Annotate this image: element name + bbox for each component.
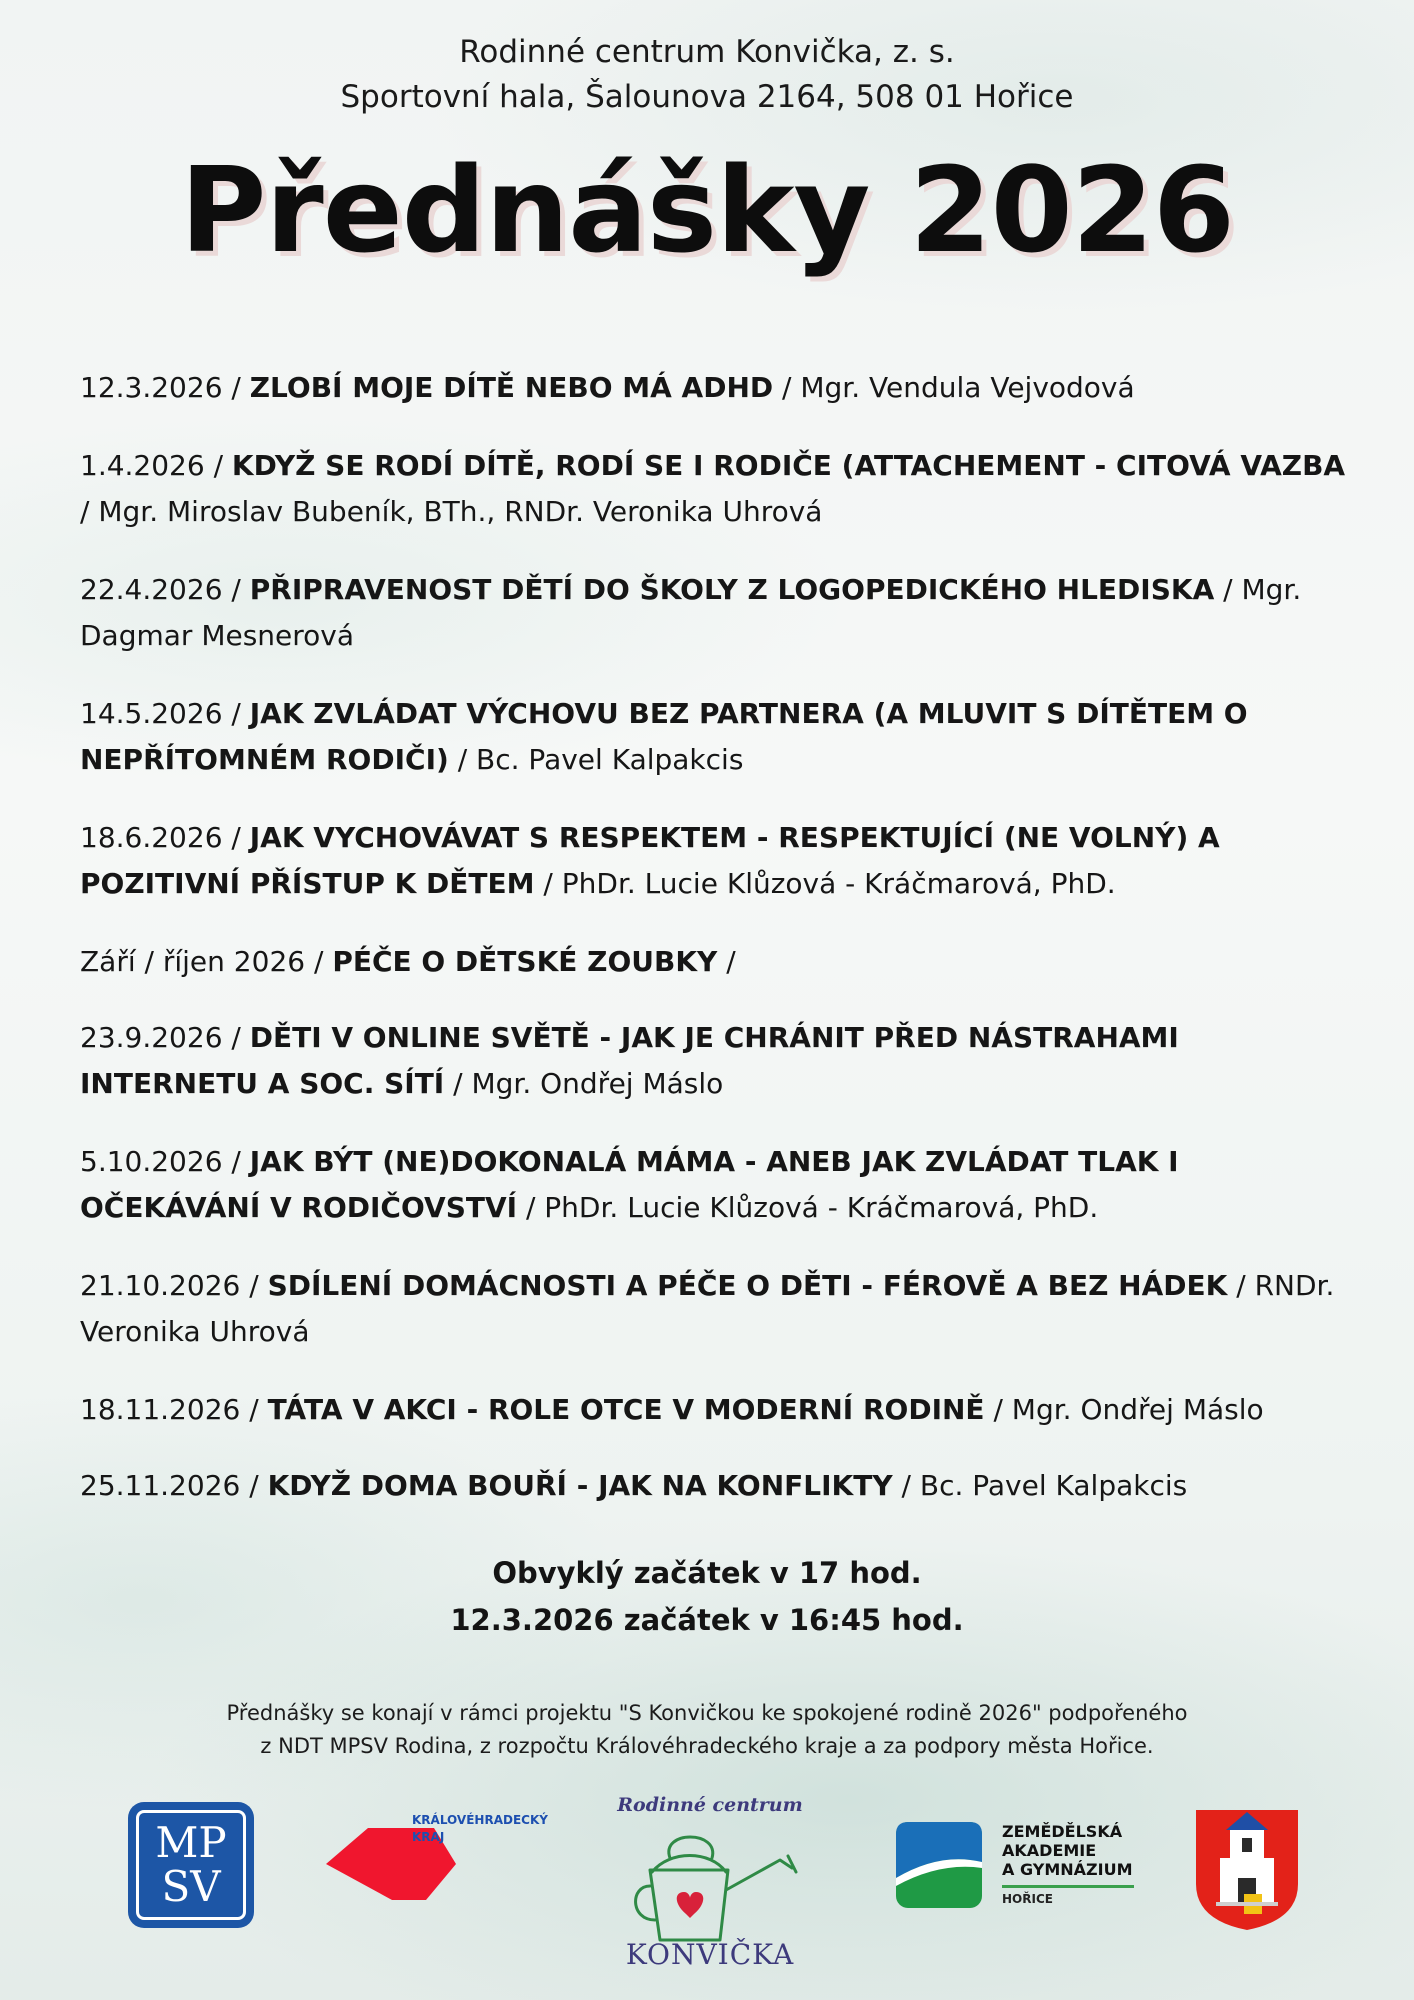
horice-coat-of-arms-icon [1194,1808,1300,1932]
mpsv-logo-text: SV [161,1862,221,1911]
zemedelska-akademie-logo [896,1822,1146,1912]
konvicka-logo [600,1790,820,1980]
lecture-speaker: / [717,945,736,978]
lecture-date: 12.3.2026 / [80,371,250,404]
lecture-date: 18.11.2026 / [80,1393,268,1426]
usual-start-time: Obvyklý začátek v 17 hod. [492,1556,922,1590]
zag-logo-city: HOŘICE [1002,1892,1053,1906]
lecture-speaker: / RNDr. Veronika Uhrová [80,1269,1335,1348]
kralovehradecky-kraj-logo [322,1812,562,1912]
konvicka-logo-top: Rodinné centrum [617,1794,803,1816]
lecture-topic: SDÍLENÍ DOMÁCNOSTI A PÉČE O DĚTI - FÉROVĚ A BEZ HÁDEK [267,1269,1228,1302]
lecture-item [80,567,1350,659]
lecture-speaker: / Mgr. Ondřej Máslo [984,1393,1264,1426]
partner-logos [0,1790,1414,1980]
lecture-topic: DĚTI V ONLINE SVĚTĚ - JAK JE CHRÁNIT PŘED NÁSTRAHAMI INTERNETU A SOC. SÍTÍ [80,1021,1179,1100]
lecture-item [80,365,1350,411]
lecture-date: 21.10.2026 / [80,1269,268,1302]
lecture-date: 18.6.2026 / [80,821,250,854]
horice-coat-of-arms-icon [1194,1808,1300,1932]
zag-logo-line: ZEMĚDĚLSKÁ [1002,1822,1123,1841]
lecture-topic: KDYŽ DOMA BOUŘÍ - JAK NA KONFLIKTY [267,1469,893,1502]
lecture-date: Září / říjen 2026 / [80,945,333,978]
lecture-topic: JAK ZVLÁDAT VÝCHOVU BEZ PARTNERA (A MLUVIT S DÍTĚTEM O NEPŘÍTOMNÉM RODIČI) [80,697,1248,776]
lecture-speaker: / Mgr. Ondřej Máslo [444,1067,724,1100]
lecture-item [80,443,1350,535]
funding-line: Přednášky se konají v rámci projektu "S Konvičkou ke spokojené rodině 2026" podpořeného [226,1701,1188,1725]
page-title: Přednášky 2026 [180,141,1234,279]
lecture-topic: PÉČE O DĚTSKÉ ZOUBKY [332,945,718,978]
lecture-topic: JAK VYCHOVÁVAT S RESPEKTEM - RESPEKTUJÍCÍ (NE VOLNÝ) A POZITIVNÍ PŘÍSTUP K DĚTEM [80,821,1220,900]
zag-logo-divider [1002,1885,1134,1888]
lecture-item [80,815,1350,907]
lecture-speaker: / PhDr. Lucie Klůzová - Kráčmarová, PhD. [517,1191,1099,1224]
zag-logo-line: A GYMNÁZIUM [1002,1860,1133,1879]
kraj-logo-text [412,1812,562,1846]
lecture-date: 25.11.2026 / [80,1469,268,1502]
zag-logo-text [1002,1822,1132,1879]
lecture-speaker: / Mgr. Vendula Vejvodová [773,371,1135,404]
organizer-name: Rodinné centrum Konvička, z. s. [459,34,955,70]
lecture-item [80,1463,1350,1509]
lecture-speaker: / Bc. Pavel Kalpakcis [448,743,744,776]
lecture-speaker: / Mgr. Miroslav Bubeník, BTh., RNDr. Veronika Uhrová [80,495,823,528]
lecture-topic: KDYŽ SE RODÍ DÍTĚ, RODÍ SE I RODIČE (ATTACHEMENT - CITOVÁ VAZBA [231,449,1346,482]
lecture-item [80,1263,1350,1355]
zag-logo-line: AKADEMIE [1002,1841,1097,1860]
lecture-list [80,365,1350,1539]
lecture-item [80,1139,1350,1231]
lecture-date: 14.5.2026 / [80,697,250,730]
lecture-date: 1.4.2026 / [80,449,232,482]
kraj-logo-line: KRAJ [412,1830,445,1844]
mpsv-logo-frame [136,1810,246,1920]
zag-emblem-icon [896,1822,986,1912]
lecture-topic: PŘIPRAVENOST DĚTÍ DO ŠKOLY Z LOGOPEDICKÉHO HLEDISKA [249,573,1215,606]
lecture-speaker: / Mgr. Dagmar Mesnerová [80,573,1302,652]
lecture-date: 22.4.2026 / [80,573,250,606]
venue-address: Sportovní hala, Šalounova 2164, 508 01 Hořice [340,79,1074,115]
mpsv-logo-text: MP [155,1818,227,1867]
funding-note [0,1697,1414,1763]
organizer-header [0,30,1414,120]
lecture-item [80,691,1350,783]
first-lecture-start-time: 12.3.2026 začátek v 16:45 hod. [450,1603,964,1637]
lecture-topic: JAK BÝT (NE)DOKONALÁ MÁMA - ANEB JAK ZVLÁDAT TLAK I OČEKÁVÁNÍ V RODIČOVSTVÍ [80,1145,1179,1224]
lecture-item [80,1015,1350,1107]
lecture-item [80,939,1350,985]
kraj-logo-line: KRÁLOVÉHRADECKÝ [412,1813,548,1827]
funding-line: z NDT MPSV Rodina, z rozpočtu Královéhradeckého kraje a za podpory města Hořice. [260,1734,1154,1758]
lecture-topic: ZLOBÍ MOJE DÍTĚ NEBO MÁ ADHD [249,371,774,404]
lecture-date: 23.9.2026 / [80,1021,250,1054]
lecture-item [80,1387,1350,1433]
lecture-speaker: / Bc. Pavel Kalpakcis [892,1469,1188,1502]
mpsv-logo [128,1802,254,1928]
lecture-topic: TÁTA V AKCI - ROLE OTCE V MODERNÍ RODINĚ [267,1393,985,1426]
lecture-date: 5.10.2026 / [80,1145,250,1178]
konvicka-logo-bottom: KONVIČKA [625,1938,795,1971]
start-time-info [0,1550,1414,1644]
lecture-speaker: / PhDr. Lucie Klůzová - Kráčmarová, PhD. [534,867,1116,900]
